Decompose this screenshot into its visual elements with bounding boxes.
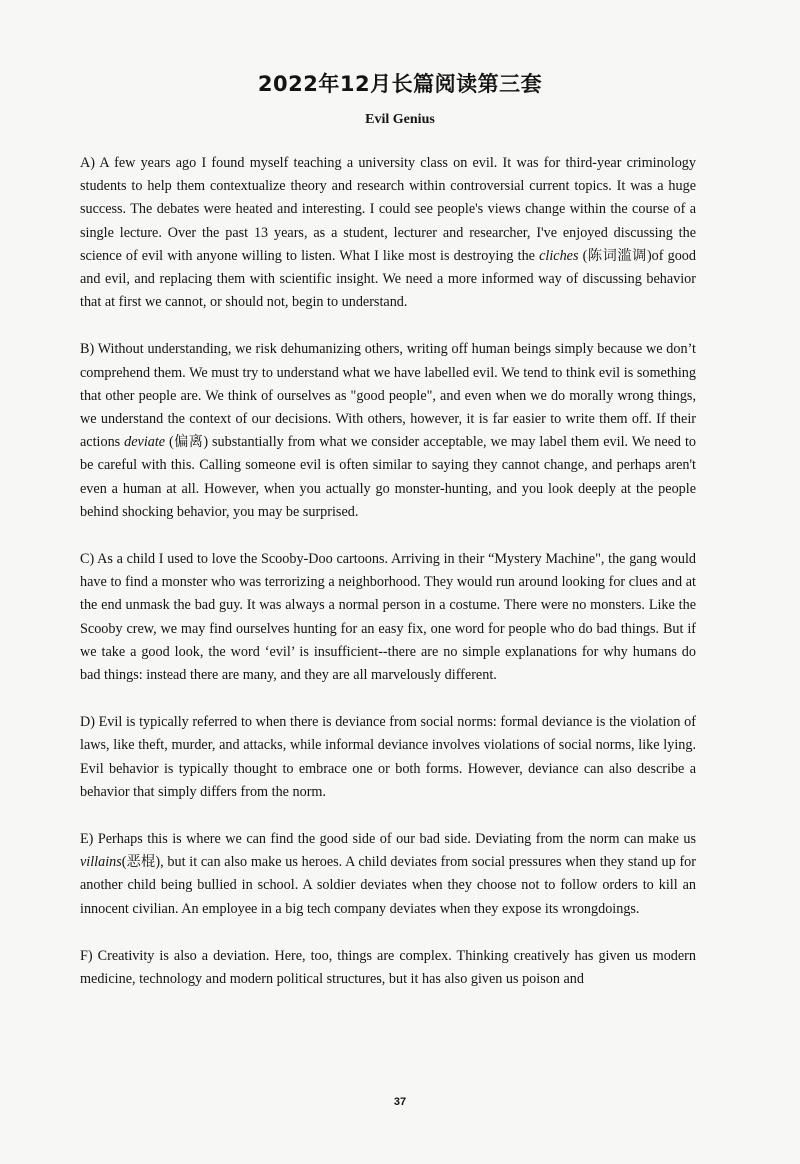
article-title: Evil Genius xyxy=(365,112,435,127)
paragraph-text: F) Creativity is also a deviation. Here, too, things are complex. Thinking creatively has given us modern medicine, technology and modern political structures, but it has also given us poison and xyxy=(80,947,696,988)
paragraph-text: D) Evil is typically referred to when there is deviance from social norms: formal deviance is the violation of laws, like theft, murder, and attacks, while informal deviance involves violations of social norms, like lying. Evil behavior is typically thought to embrace one or both forms. However, deviance can also describe a behavior that simply differs from the norm. xyxy=(80,714,696,800)
article-body xyxy=(80,152,696,1015)
paragraph-text: (恶棍), but it can also make us heroes. A child deviates from social pressures when they stand up for another child being bullied in school. A soldier deviates when they choose not to follow orders to kill an innocent civilian. An employee in a big tech company deviates when they expose its wrongdoings. xyxy=(80,854,696,917)
paragraph-text: B) Without understanding, we risk dehumanizing others, writing off human beings simply because we don’t comprehend them. We must try to understand what we have labelled evil. We tend to think evil is something that other people are. We think of ourselves as "good people", and even when we do morally wrong things, we understand the context of our decisions. With others, however, it is far easier to write them off. If their actions xyxy=(80,341,696,451)
page-title: 2022年12月长篇阅读第三套 xyxy=(257,72,543,96)
paragraph-e xyxy=(80,828,696,921)
paragraph-text: (陈词滥调)of good and evil, and replacing them with scientific insight. We need a more informed way of discussing behavior that at first we cannot, or should not, begin to understand. xyxy=(80,247,696,311)
paragraph-f xyxy=(80,945,696,991)
italic-term: villains xyxy=(80,854,122,871)
page-number: 37 xyxy=(393,1096,407,1108)
italic-term: cliches xyxy=(539,247,579,264)
paragraph-text: C) As a child I used to love the Scooby-Doo cartoons. Arriving in their “Mystery Machine", the gang would have to find a monster who was terrorizing a neighborhood. They would run around looking for clues and at the end unmask the bad guy. It was always a normal person in a costume. There were no monsters. Like the Scooby crew, we may find ourselves hunting for an easy fix, one word for people who do bad things. But if we take a good look, the word ‘evil’ is insufficient--there are no simple explanations for why humans do bad things: instead there are many, and they are all marvelously different. xyxy=(80,551,696,684)
paragraph-text: E) Perhaps this is where we can find the good side of our bad side. Deviating from the norm can make us xyxy=(80,831,696,848)
paragraph-a xyxy=(80,152,696,314)
italic-term: deviate xyxy=(124,434,166,451)
paragraph-c xyxy=(80,548,696,687)
paragraph-b xyxy=(80,338,696,524)
paragraph-d xyxy=(80,711,696,804)
paragraph-text: A) A few years ago I found myself teaching a university class on evil. It was for third-year criminology students to help them contextualize theory and research within controversial current topics. It was a huge success. The debates were heated and interesting. I could see people's views change within the course of a single lecture. Over the past 13 years, as a student, lecturer and researcher, I've enjoyed discussing the science of evil with anyone willing to listen. What I like most is destroying the xyxy=(80,155,696,264)
paragraph-text: (偏离) substantially from what we consider acceptable, we may label them evil. We need to be careful with this. Calling someone evil is often similar to saying they cannot change, and perhaps aren't even a human at all. However, when you actually go monster-hunting, and you look deeply at the people behind shocking behavior, you may be surprised. xyxy=(80,434,696,520)
